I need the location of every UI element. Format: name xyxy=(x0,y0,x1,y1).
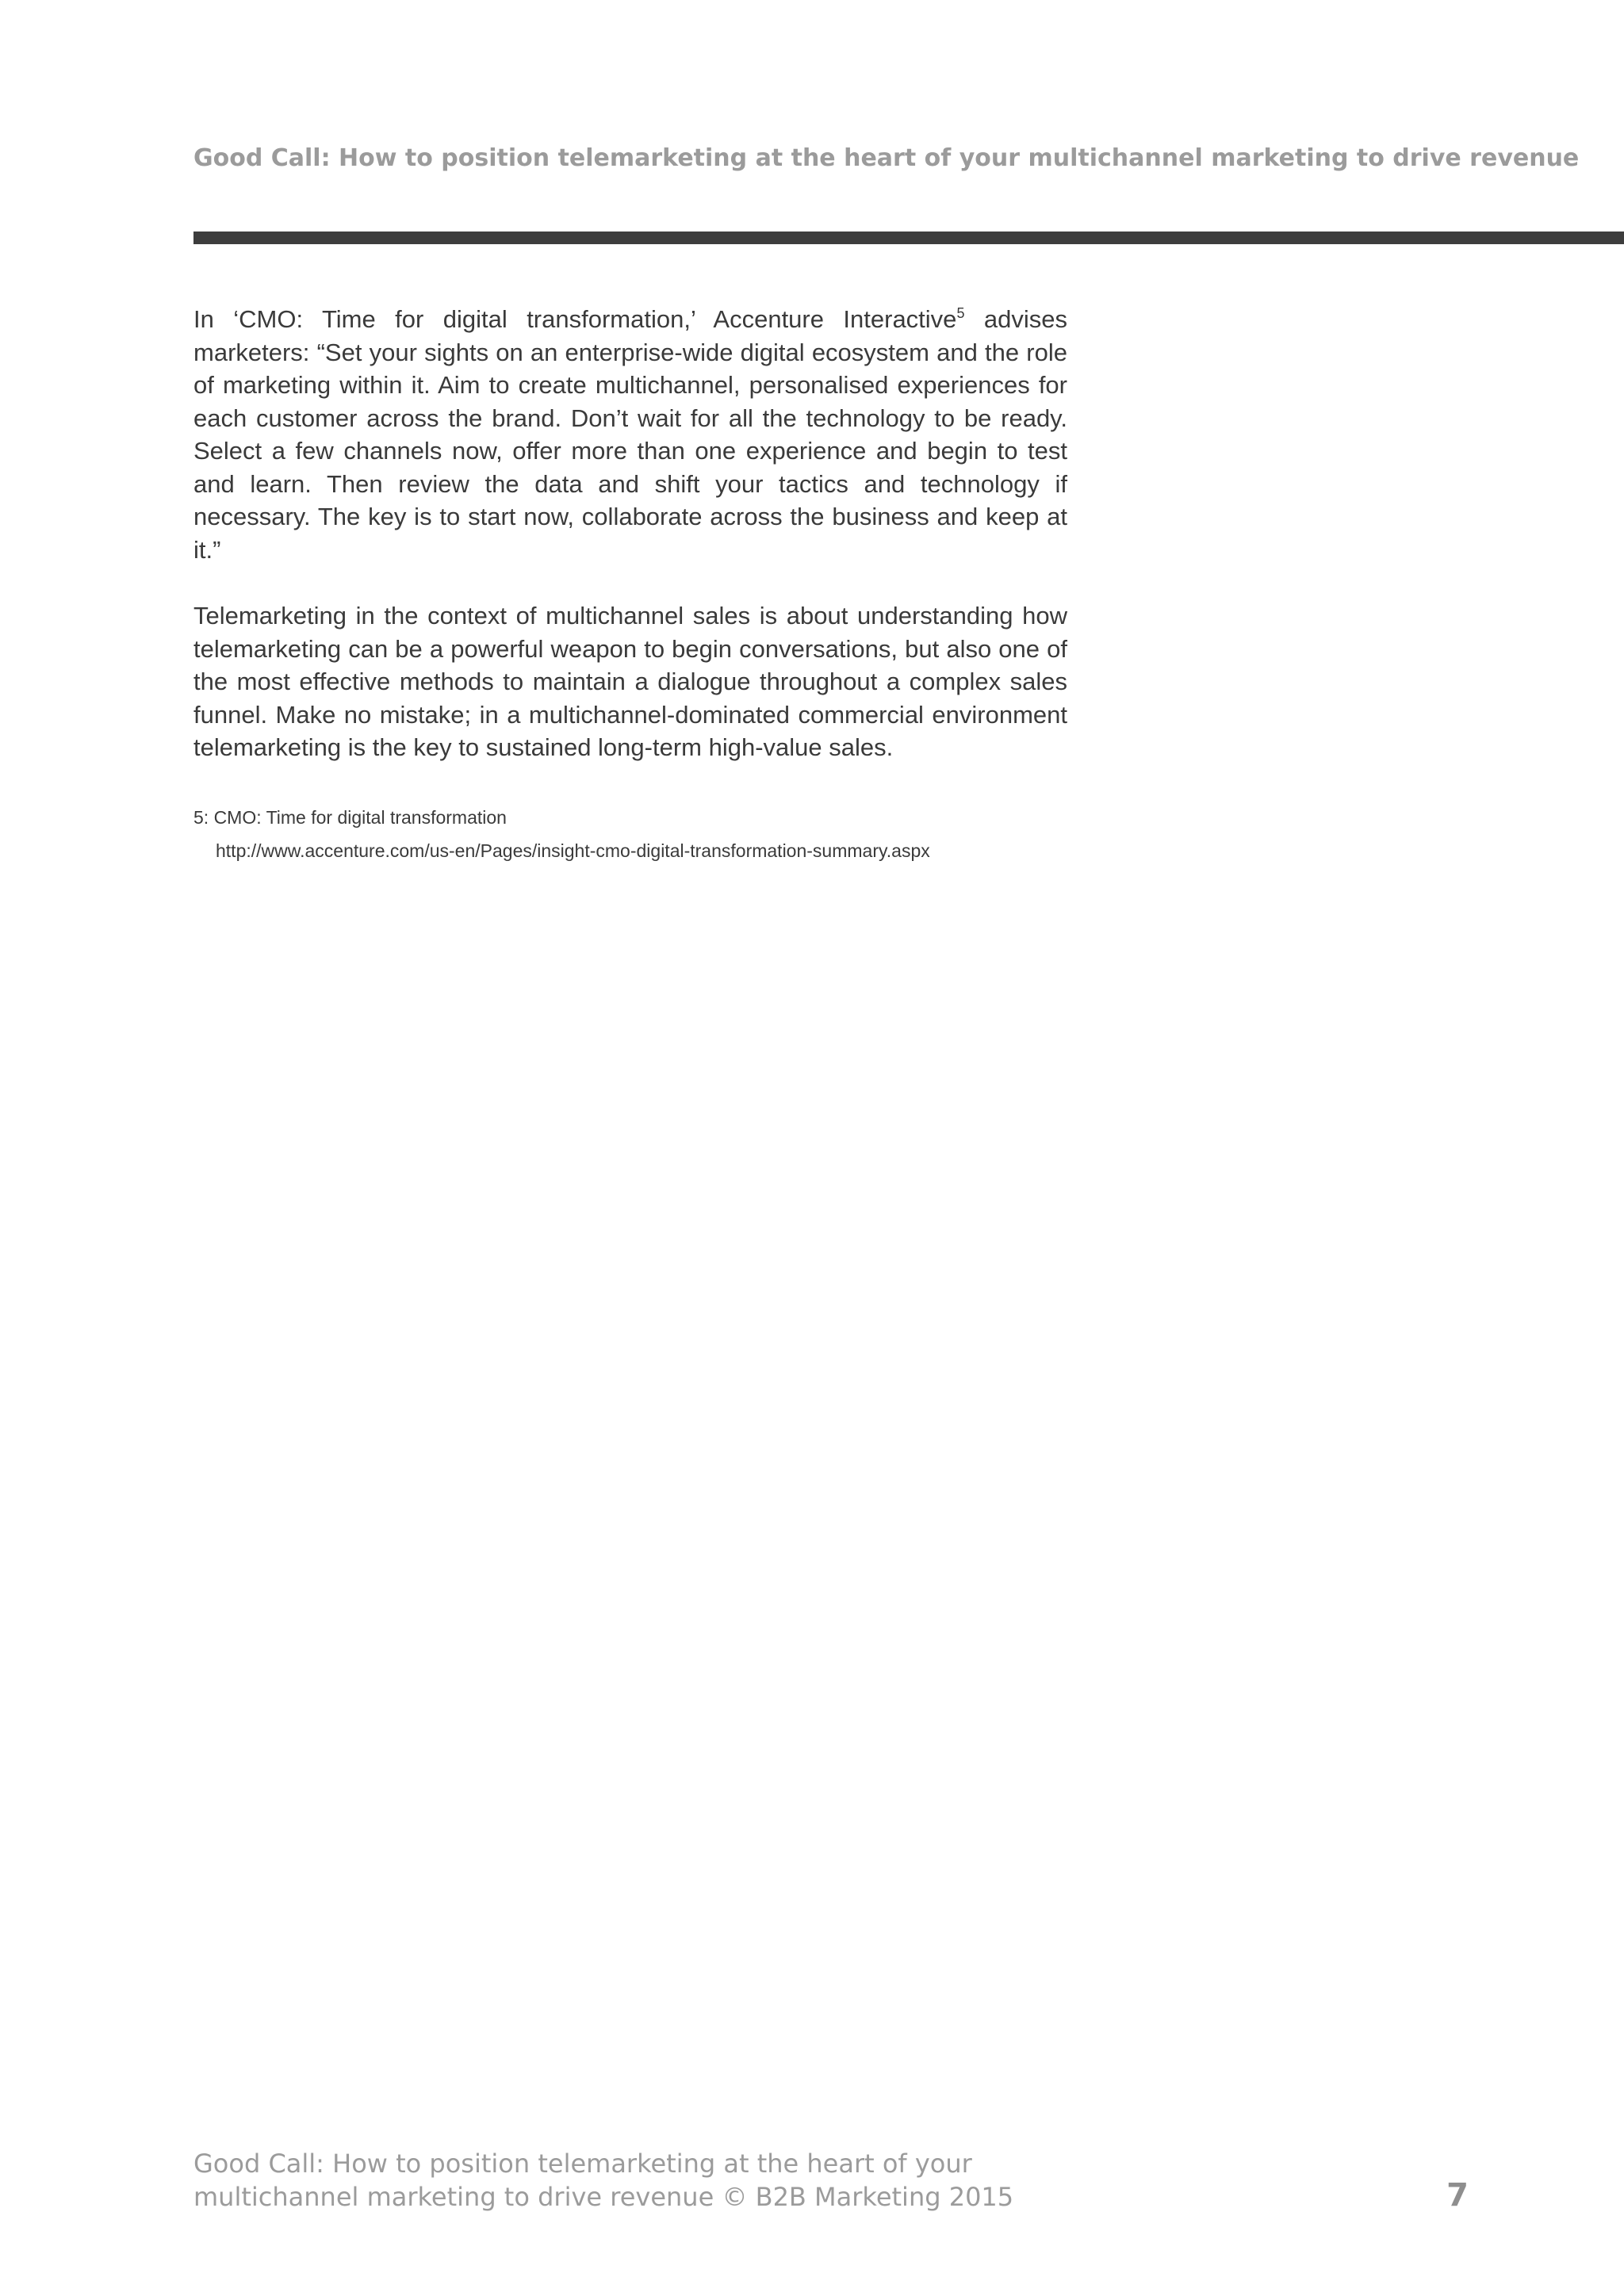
footnote xyxy=(193,801,1145,867)
body-paragraph-1 xyxy=(193,303,1067,566)
paragraph-1-lead: In ‘CMO: Time for digital transformation,’ Accenture Interactive xyxy=(193,305,957,333)
page-footer xyxy=(193,2147,1224,2214)
paragraph-1-rest: advises marketers: “Set your sights on an enterprise-wide digital ecosystem and the role of marketing within it. Aim to create multichannel, personalised experiences for each customer across the brand. Don’t wait for all the technology to be ready. Select a few channels now, offer more than one experience and begin to test and learn. Then review the data and shift your tactics and technology if necessary. The key is to start now, collaborate across the business and keep at it.” xyxy=(193,305,1067,564)
header-divider xyxy=(193,232,1624,244)
body-paragraph-2: Telemarketing in the context of multichannel sales is about understanding how telemarketing can be a powerful weapon to begin conversations, but also one of the most effective methods to maintain a dialogue throughout a complex sales funnel. Make no mistake; in a multichannel-dominated commercial environment telemarketing is the key to sustained long-term high-value sales. xyxy=(193,602,1067,761)
footnote-title: 5: CMO: Time for digital transformation xyxy=(193,807,507,828)
footer-line-1: Good Call: How to position telemarketing at the heart of your xyxy=(193,2149,972,2179)
running-header-title: Good Call: How to position telemarketing at the heart of your multichannel marketing to drive revenue xyxy=(193,144,1580,172)
page-number: 7 xyxy=(1446,2177,1469,2214)
footnote-url-link[interactable]: http://www.accenture.com/us-en/Pages/insight-cmo-digital-transformation-summary.aspx xyxy=(216,840,930,861)
body-content xyxy=(193,303,1067,764)
footnote-reference[interactable]: 5 xyxy=(956,305,965,321)
footer-line-2: multichannel marketing to drive revenue © B2B Marketing 2015 xyxy=(193,2182,1014,2212)
